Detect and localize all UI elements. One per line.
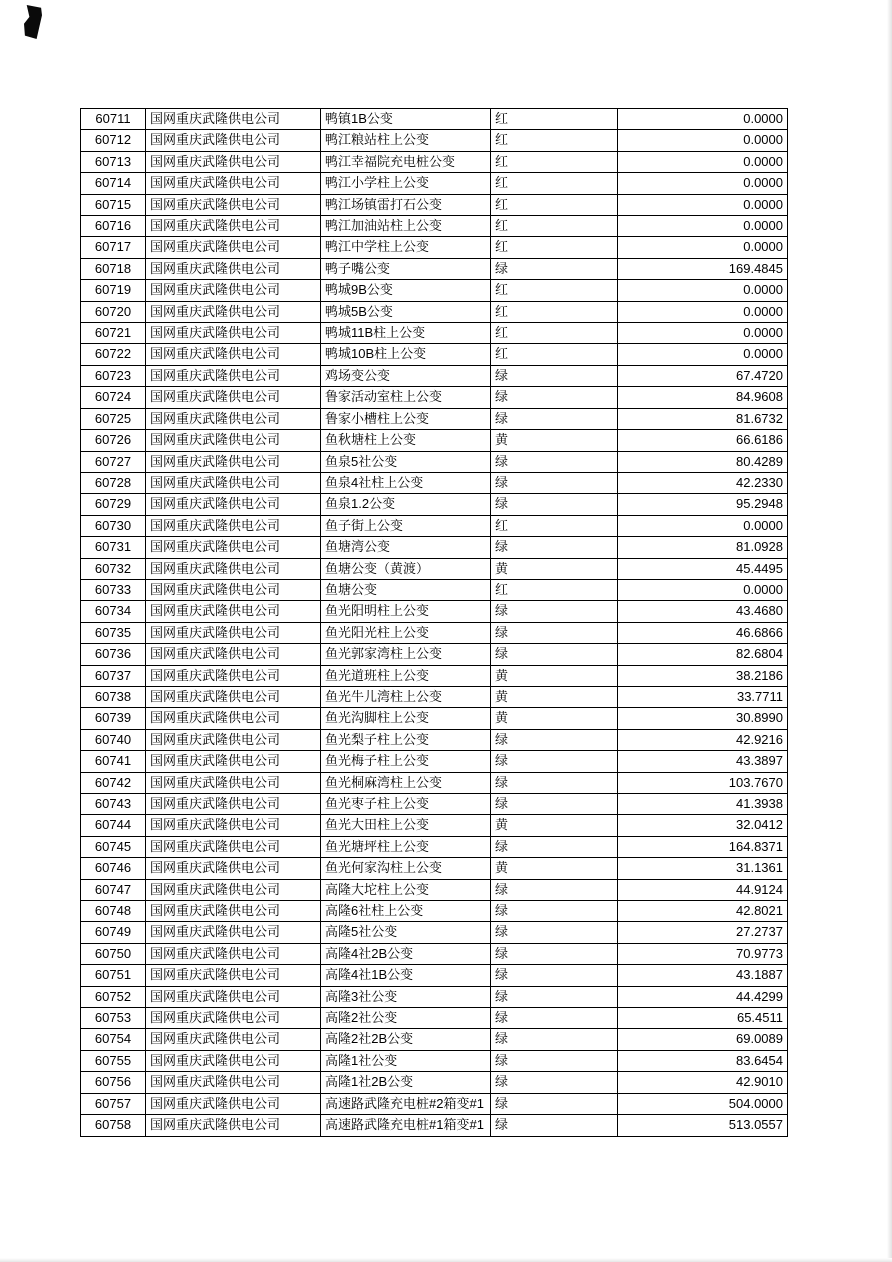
value-cell[interactable]: 67.4720: [618, 365, 788, 386]
row-id-cell[interactable]: 60749: [81, 922, 146, 943]
transformer-name-cell[interactable]: 高隆3社公变: [321, 986, 491, 1007]
row-id-cell[interactable]: 60719: [81, 280, 146, 301]
value-cell[interactable]: 43.4680: [618, 601, 788, 622]
transformer-name-cell[interactable]: 鲁家小槽柱上公变: [321, 408, 491, 429]
value-cell[interactable]: 42.2330: [618, 472, 788, 493]
table-row: [81, 686, 788, 707]
table-row: [81, 729, 788, 750]
table-row: [81, 515, 788, 536]
status-cell[interactable]: 绿: [491, 901, 618, 922]
table-row: [81, 1029, 788, 1050]
status-cell[interactable]: 红: [491, 151, 618, 172]
value-cell[interactable]: 45.4495: [618, 558, 788, 579]
value-cell[interactable]: 43.3897: [618, 751, 788, 772]
row-id-cell[interactable]: 60752: [81, 986, 146, 1007]
value-cell[interactable]: 31.1361: [618, 858, 788, 879]
company-cell[interactable]: 国网重庆武隆供电公司: [146, 858, 321, 879]
transformer-name-cell[interactable]: 高隆2社公变: [321, 1008, 491, 1029]
status-cell[interactable]: 绿: [491, 1115, 618, 1136]
status-cell[interactable]: 红: [491, 301, 618, 322]
status-cell[interactable]: 黄: [491, 858, 618, 879]
row-id-cell[interactable]: 60755: [81, 1050, 146, 1071]
company-cell[interactable]: 国网重庆武隆供电公司: [146, 1072, 321, 1093]
row-id-cell[interactable]: 60748: [81, 901, 146, 922]
status-cell[interactable]: 红: [491, 173, 618, 194]
table-row: [81, 644, 788, 665]
value-cell[interactable]: 42.8021: [618, 901, 788, 922]
row-id-cell[interactable]: 60721: [81, 323, 146, 344]
company-cell[interactable]: 国网重庆武隆供电公司: [146, 258, 321, 279]
transformer-name-cell[interactable]: 鸭城11B柱上公变: [321, 323, 491, 344]
value-cell[interactable]: 30.8990: [618, 708, 788, 729]
company-cell[interactable]: 国网重庆武隆供电公司: [146, 109, 321, 130]
company-cell[interactable]: 国网重庆武隆供电公司: [146, 836, 321, 857]
company-cell[interactable]: 国网重庆武隆供电公司: [146, 1050, 321, 1071]
corner-ink-mark: [24, 5, 42, 39]
transformer-name-cell[interactable]: 鱼光大田柱上公变: [321, 815, 491, 836]
status-cell[interactable]: 绿: [491, 451, 618, 472]
company-cell[interactable]: 国网重庆武隆供电公司: [146, 130, 321, 151]
value-cell[interactable]: 0.0000: [618, 130, 788, 151]
transformer-name-cell[interactable]: 鱼光梨子柱上公变: [321, 729, 491, 750]
value-cell[interactable]: 0.0000: [618, 173, 788, 194]
value-cell[interactable]: 82.6804: [618, 644, 788, 665]
table-row: [81, 130, 788, 151]
transformer-data-table: [80, 108, 788, 1137]
transformer-name-cell[interactable]: 鱼光阳光柱上公变: [321, 622, 491, 643]
status-cell[interactable]: 绿: [491, 408, 618, 429]
company-cell[interactable]: 国网重庆武隆供电公司: [146, 1029, 321, 1050]
status-cell[interactable]: 绿: [491, 1072, 618, 1093]
value-cell[interactable]: 0.0000: [618, 151, 788, 172]
row-id-cell[interactable]: 60729: [81, 494, 146, 515]
transformer-name-cell[interactable]: 鱼泉1.2公变: [321, 494, 491, 515]
company-cell[interactable]: 国网重庆武隆供电公司: [146, 194, 321, 215]
value-cell[interactable]: 0.0000: [618, 237, 788, 258]
table-row: [81, 1050, 788, 1071]
transformer-name-cell[interactable]: 鱼光枣子柱上公变: [321, 794, 491, 815]
transformer-name-cell[interactable]: 鲁家活动室柱上公变: [321, 387, 491, 408]
transformer-name-cell[interactable]: 鸭江中学柱上公变: [321, 237, 491, 258]
status-cell[interactable]: 绿: [491, 365, 618, 386]
row-id-cell[interactable]: 60732: [81, 558, 146, 579]
value-cell[interactable]: 65.4511: [618, 1008, 788, 1029]
company-cell[interactable]: 国网重庆武隆供电公司: [146, 344, 321, 365]
status-cell[interactable]: 红: [491, 216, 618, 237]
status-cell[interactable]: 红: [491, 237, 618, 258]
page-right-edge: [887, 0, 892, 1262]
status-cell[interactable]: 红: [491, 579, 618, 600]
transformer-name-cell[interactable]: 鸭江小学柱上公变: [321, 173, 491, 194]
status-cell[interactable]: 绿: [491, 879, 618, 900]
row-id-cell[interactable]: 60723: [81, 365, 146, 386]
row-id-cell[interactable]: 60730: [81, 515, 146, 536]
table-row: [81, 323, 788, 344]
row-id-cell[interactable]: 60724: [81, 387, 146, 408]
table-body: [81, 109, 788, 1137]
company-cell[interactable]: 国网重庆武隆供电公司: [146, 237, 321, 258]
value-cell[interactable]: 0.0000: [618, 109, 788, 130]
status-cell[interactable]: 黄: [491, 815, 618, 836]
table-row: [81, 1008, 788, 1029]
table-row: [81, 430, 788, 451]
row-id-cell[interactable]: 60715: [81, 194, 146, 215]
table-row: [81, 579, 788, 600]
transformer-name-cell[interactable]: 鱼塘公变（黄渡）: [321, 558, 491, 579]
table-row: [81, 451, 788, 472]
table-row: [81, 472, 788, 493]
company-cell[interactable]: 国网重庆武隆供电公司: [146, 708, 321, 729]
status-cell[interactable]: 绿: [491, 772, 618, 793]
company-cell[interactable]: 国网重庆武隆供电公司: [146, 901, 321, 922]
transformer-name-cell[interactable]: 鸭江粮站柱上公变: [321, 130, 491, 151]
table-row: [81, 344, 788, 365]
company-cell[interactable]: 国网重庆武隆供电公司: [146, 1008, 321, 1029]
status-cell[interactable]: 黄: [491, 686, 618, 707]
transformer-name-cell[interactable]: 鸭江幸福院充电桩公变: [321, 151, 491, 172]
value-cell[interactable]: 0.0000: [618, 280, 788, 301]
transformer-name-cell[interactable]: 鸭城5B公变: [321, 301, 491, 322]
row-id-cell[interactable]: 60728: [81, 472, 146, 493]
value-cell[interactable]: 0.0000: [618, 515, 788, 536]
transformer-name-cell[interactable]: 高速路武隆充电桩#1箱变#1: [321, 1115, 491, 1136]
table-row: [81, 815, 788, 836]
transformer-name-cell[interactable]: 高隆1社公变: [321, 1050, 491, 1071]
row-id-cell[interactable]: 60711: [81, 109, 146, 130]
row-id-cell[interactable]: 60753: [81, 1008, 146, 1029]
transformer-name-cell[interactable]: 鱼光何家沟柱上公变: [321, 858, 491, 879]
value-cell[interactable]: 38.2186: [618, 665, 788, 686]
company-cell[interactable]: 国网重庆武隆供电公司: [146, 537, 321, 558]
company-cell[interactable]: 国网重庆武隆供电公司: [146, 451, 321, 472]
status-cell[interactable]: 红: [491, 130, 618, 151]
table-row: [81, 601, 788, 622]
table-row: [81, 537, 788, 558]
row-id-cell[interactable]: 60733: [81, 579, 146, 600]
value-cell[interactable]: 33.7711: [618, 686, 788, 707]
status-cell[interactable]: 绿: [491, 1029, 618, 1050]
status-cell[interactable]: 绿: [491, 644, 618, 665]
company-cell[interactable]: 国网重庆武隆供电公司: [146, 558, 321, 579]
table-row: [81, 558, 788, 579]
status-cell[interactable]: 绿: [491, 943, 618, 964]
table-row: [81, 151, 788, 172]
row-id-cell[interactable]: 60716: [81, 216, 146, 237]
row-id-cell[interactable]: 60740: [81, 729, 146, 750]
transformer-name-cell[interactable]: 鱼泉4社柱上公变: [321, 472, 491, 493]
table-row: [81, 408, 788, 429]
company-cell[interactable]: 国网重庆武隆供电公司: [146, 280, 321, 301]
transformer-name-cell[interactable]: 鱼光桐麻湾柱上公变: [321, 772, 491, 793]
row-id-cell[interactable]: 60754: [81, 1029, 146, 1050]
row-id-cell[interactable]: 60712: [81, 130, 146, 151]
row-id-cell[interactable]: 60739: [81, 708, 146, 729]
row-id-cell[interactable]: 60720: [81, 301, 146, 322]
table-row: [81, 772, 788, 793]
row-id-cell[interactable]: 60744: [81, 815, 146, 836]
row-id-cell[interactable]: 60758: [81, 1115, 146, 1136]
value-cell[interactable]: 41.3938: [618, 794, 788, 815]
status-cell[interactable]: 绿: [491, 494, 618, 515]
row-id-cell[interactable]: 60738: [81, 686, 146, 707]
company-cell[interactable]: 国网重庆武隆供电公司: [146, 579, 321, 600]
company-cell[interactable]: 国网重庆武隆供电公司: [146, 751, 321, 772]
value-cell[interactable]: 504.0000: [618, 1093, 788, 1114]
table-row: [81, 1115, 788, 1136]
company-cell[interactable]: 国网重庆武隆供电公司: [146, 794, 321, 815]
row-id-cell[interactable]: 60731: [81, 537, 146, 558]
row-id-cell[interactable]: 60745: [81, 836, 146, 857]
status-cell[interactable]: 红: [491, 109, 618, 130]
transformer-name-cell[interactable]: 鱼塘湾公变: [321, 537, 491, 558]
transformer-name-cell[interactable]: 鸡场变公变: [321, 365, 491, 386]
company-cell[interactable]: 国网重庆武隆供电公司: [146, 365, 321, 386]
value-cell[interactable]: 44.9124: [618, 879, 788, 900]
transformer-name-cell[interactable]: 高隆大坨柱上公变: [321, 879, 491, 900]
table-row: [81, 1093, 788, 1114]
value-cell[interactable]: 0.0000: [618, 579, 788, 600]
status-cell[interactable]: 绿: [491, 622, 618, 643]
value-cell[interactable]: 42.9216: [618, 729, 788, 750]
status-cell[interactable]: 绿: [491, 836, 618, 857]
value-cell[interactable]: 81.0928: [618, 537, 788, 558]
value-cell[interactable]: 169.4845: [618, 258, 788, 279]
status-cell[interactable]: 绿: [491, 751, 618, 772]
transformer-name-cell[interactable]: 高隆4社1B公变: [321, 965, 491, 986]
status-cell[interactable]: 绿: [491, 387, 618, 408]
transformer-name-cell[interactable]: 鸭江场镇雷打石公变: [321, 194, 491, 215]
transformer-name-cell[interactable]: 鱼泉5社公变: [321, 451, 491, 472]
value-cell[interactable]: 43.1887: [618, 965, 788, 986]
status-cell[interactable]: 黄: [491, 708, 618, 729]
company-cell[interactable]: 国网重庆武隆供电公司: [146, 729, 321, 750]
status-cell[interactable]: 黄: [491, 665, 618, 686]
table-row: [81, 365, 788, 386]
table-row: [81, 708, 788, 729]
transformer-name-cell[interactable]: 鱼光郭家湾柱上公变: [321, 644, 491, 665]
status-cell[interactable]: 绿: [491, 922, 618, 943]
status-cell[interactable]: 绿: [491, 965, 618, 986]
company-cell[interactable]: 国网重庆武隆供电公司: [146, 772, 321, 793]
table-row: [81, 622, 788, 643]
table-row: [81, 280, 788, 301]
row-id-cell[interactable]: 60722: [81, 344, 146, 365]
value-cell[interactable]: 0.0000: [618, 194, 788, 215]
transformer-name-cell[interactable]: 鱼光阳明柱上公变: [321, 601, 491, 622]
status-cell[interactable]: 绿: [491, 1093, 618, 1114]
company-cell[interactable]: 国网重庆武隆供电公司: [146, 644, 321, 665]
transformer-name-cell[interactable]: 鸭江加油站柱上公变: [321, 216, 491, 237]
company-cell[interactable]: 国网重庆武隆供电公司: [146, 665, 321, 686]
row-id-cell[interactable]: 60751: [81, 965, 146, 986]
row-id-cell[interactable]: 60714: [81, 173, 146, 194]
value-cell[interactable]: 42.9010: [618, 1072, 788, 1093]
company-cell[interactable]: 国网重庆武隆供电公司: [146, 1093, 321, 1114]
transformer-name-cell[interactable]: 高隆2社2B公变: [321, 1029, 491, 1050]
company-cell[interactable]: 国网重庆武隆供电公司: [146, 216, 321, 237]
transformer-name-cell[interactable]: 高隆1社2B公变: [321, 1072, 491, 1093]
page-bottom-edge: [0, 1258, 892, 1262]
value-cell[interactable]: 0.0000: [618, 301, 788, 322]
row-id-cell[interactable]: 60747: [81, 879, 146, 900]
row-id-cell[interactable]: 60757: [81, 1093, 146, 1114]
value-cell[interactable]: 0.0000: [618, 216, 788, 237]
transformer-name-cell[interactable]: 鸭子嘴公变: [321, 258, 491, 279]
table-row: [81, 216, 788, 237]
table-row: [81, 986, 788, 1007]
company-cell[interactable]: 国网重庆武隆供电公司: [146, 601, 321, 622]
value-cell[interactable]: 27.2737: [618, 922, 788, 943]
company-cell[interactable]: 国网重庆武隆供电公司: [146, 986, 321, 1007]
status-cell[interactable]: 黄: [491, 558, 618, 579]
table-row: [81, 258, 788, 279]
company-cell[interactable]: 国网重庆武隆供电公司: [146, 301, 321, 322]
value-cell[interactable]: 81.6732: [618, 408, 788, 429]
table-row: [81, 794, 788, 815]
table-row: [81, 387, 788, 408]
value-cell[interactable]: 32.0412: [618, 815, 788, 836]
value-cell[interactable]: 164.8371: [618, 836, 788, 857]
transformer-name-cell[interactable]: 鱼光梅子柱上公变: [321, 751, 491, 772]
transformer-name-cell[interactable]: 高隆5社公变: [321, 922, 491, 943]
table-row: [81, 194, 788, 215]
transformer-name-cell[interactable]: 鸭城9B公变: [321, 280, 491, 301]
row-id-cell[interactable]: 60717: [81, 237, 146, 258]
company-cell[interactable]: 国网重庆武隆供电公司: [146, 387, 321, 408]
transformer-name-cell[interactable]: 鱼子街上公变: [321, 515, 491, 536]
transformer-name-cell[interactable]: 高隆4社2B公变: [321, 943, 491, 964]
company-cell[interactable]: 国网重庆武隆供电公司: [146, 1115, 321, 1136]
status-cell[interactable]: 红: [491, 280, 618, 301]
table-row: [81, 836, 788, 857]
value-cell[interactable]: 70.9773: [618, 943, 788, 964]
transformer-name-cell[interactable]: 鸭城10B柱上公变: [321, 344, 491, 365]
table-row: [81, 1072, 788, 1093]
status-cell[interactable]: 绿: [491, 537, 618, 558]
company-cell[interactable]: 国网重庆武隆供电公司: [146, 430, 321, 451]
value-cell[interactable]: 95.2948: [618, 494, 788, 515]
row-id-cell[interactable]: 60734: [81, 601, 146, 622]
table-row: [81, 665, 788, 686]
table-row: [81, 965, 788, 986]
transformer-name-cell[interactable]: 高速路武隆充电桩#2箱变#1: [321, 1093, 491, 1114]
row-id-cell[interactable]: 60750: [81, 943, 146, 964]
row-id-cell[interactable]: 60736: [81, 644, 146, 665]
row-id-cell[interactable]: 60726: [81, 430, 146, 451]
transformer-name-cell[interactable]: 鱼塘公变: [321, 579, 491, 600]
company-cell[interactable]: 国网重庆武隆供电公司: [146, 943, 321, 964]
transformer-name-cell[interactable]: 鱼秋塘柱上公变: [321, 430, 491, 451]
table-row: [81, 901, 788, 922]
company-cell[interactable]: 国网重庆武隆供电公司: [146, 494, 321, 515]
company-cell[interactable]: 国网重庆武隆供电公司: [146, 515, 321, 536]
table-row: [81, 751, 788, 772]
status-cell[interactable]: 红: [491, 344, 618, 365]
value-cell[interactable]: 103.7670: [618, 772, 788, 793]
status-cell[interactable]: 黄: [491, 430, 618, 451]
company-cell[interactable]: 国网重庆武隆供电公司: [146, 879, 321, 900]
company-cell[interactable]: 国网重庆武隆供电公司: [146, 408, 321, 429]
table-row: [81, 943, 788, 964]
company-cell[interactable]: 国网重庆武隆供电公司: [146, 922, 321, 943]
transformer-name-cell[interactable]: 鱼光塘坪柱上公变: [321, 836, 491, 857]
transformer-name-cell[interactable]: 鱼光道班柱上公变: [321, 665, 491, 686]
status-cell[interactable]: 绿: [491, 1008, 618, 1029]
company-cell[interactable]: 国网重庆武隆供电公司: [146, 686, 321, 707]
value-cell[interactable]: 66.6186: [618, 430, 788, 451]
row-id-cell[interactable]: 60727: [81, 451, 146, 472]
row-id-cell[interactable]: 60713: [81, 151, 146, 172]
status-cell[interactable]: 绿: [491, 729, 618, 750]
company-cell[interactable]: 国网重庆武隆供电公司: [146, 472, 321, 493]
table-row: [81, 109, 788, 130]
value-cell[interactable]: 83.6454: [618, 1050, 788, 1071]
status-cell[interactable]: 绿: [491, 601, 618, 622]
status-cell[interactable]: 红: [491, 515, 618, 536]
transformer-name-cell[interactable]: 高隆6社柱上公变: [321, 901, 491, 922]
value-cell[interactable]: 46.6866: [618, 622, 788, 643]
value-cell[interactable]: 80.4289: [618, 451, 788, 472]
table-row: [81, 879, 788, 900]
company-cell[interactable]: 国网重庆武隆供电公司: [146, 815, 321, 836]
value-cell[interactable]: 0.0000: [618, 344, 788, 365]
value-cell[interactable]: 44.4299: [618, 986, 788, 1007]
row-id-cell[interactable]: 60746: [81, 858, 146, 879]
row-id-cell[interactable]: 60742: [81, 772, 146, 793]
company-cell[interactable]: 国网重庆武隆供电公司: [146, 965, 321, 986]
table-row: [81, 858, 788, 879]
status-cell[interactable]: 绿: [491, 1050, 618, 1071]
transformer-name-cell[interactable]: 鱼光牛儿湾柱上公变: [321, 686, 491, 707]
table-row: [81, 494, 788, 515]
row-id-cell[interactable]: 60743: [81, 794, 146, 815]
company-cell[interactable]: 国网重庆武隆供电公司: [146, 151, 321, 172]
table-row: [81, 237, 788, 258]
table-row: [81, 922, 788, 943]
status-cell[interactable]: 绿: [491, 794, 618, 815]
company-cell[interactable]: 国网重庆武隆供电公司: [146, 622, 321, 643]
row-id-cell[interactable]: 60741: [81, 751, 146, 772]
status-cell[interactable]: 红: [491, 194, 618, 215]
value-cell[interactable]: 84.9608: [618, 387, 788, 408]
value-cell[interactable]: 0.0000: [618, 323, 788, 344]
row-id-cell[interactable]: 60718: [81, 258, 146, 279]
status-cell[interactable]: 绿: [491, 472, 618, 493]
company-cell[interactable]: 国网重庆武隆供电公司: [146, 323, 321, 344]
transformer-name-cell[interactable]: 鱼光沟脚柱上公变: [321, 708, 491, 729]
transformer-name-cell[interactable]: 鸭镇1B公变: [321, 109, 491, 130]
row-id-cell[interactable]: 60737: [81, 665, 146, 686]
company-cell[interactable]: 国网重庆武隆供电公司: [146, 173, 321, 194]
value-cell[interactable]: 513.0557: [618, 1115, 788, 1136]
status-cell[interactable]: 绿: [491, 258, 618, 279]
row-id-cell[interactable]: 60735: [81, 622, 146, 643]
value-cell[interactable]: 69.0089: [618, 1029, 788, 1050]
table-row: [81, 301, 788, 322]
status-cell[interactable]: 红: [491, 323, 618, 344]
table-row: [81, 173, 788, 194]
status-cell[interactable]: 绿: [491, 986, 618, 1007]
row-id-cell[interactable]: 60725: [81, 408, 146, 429]
row-id-cell[interactable]: 60756: [81, 1072, 146, 1093]
